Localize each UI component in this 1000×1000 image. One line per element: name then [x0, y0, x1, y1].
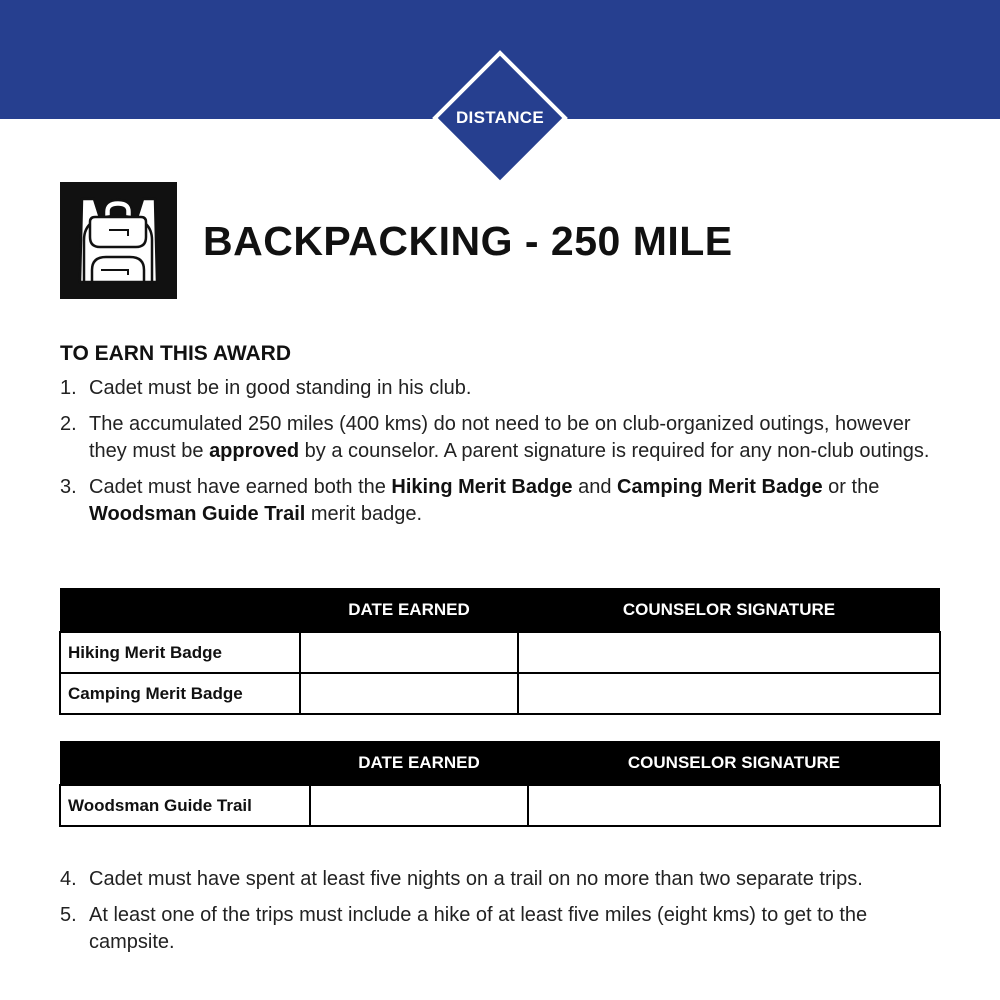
- text-run: or the: [822, 475, 880, 498]
- date-earned-field[interactable]: [300, 632, 518, 673]
- requirement-item: [60, 375, 950, 403]
- text-run: by a counselor. A parent signature is required for any non-club outings.: [299, 440, 930, 462]
- header-cell-blank: [60, 588, 300, 632]
- requirement-item: [60, 902, 950, 957]
- text-run: At least one of the trips must include a hike of at least five miles (eight kms) to get to the campsite.: [89, 903, 868, 953]
- emphasized-text: approved: [209, 440, 300, 462]
- counselor-signature-field[interactable]: [528, 785, 940, 826]
- merit-badge-table: [59, 588, 941, 715]
- text-run: merit badge.: [305, 503, 423, 525]
- item-text: [89, 474, 950, 529]
- requirement-item: [60, 411, 950, 466]
- date-earned-field[interactable]: [300, 673, 518, 714]
- table-header-row: [60, 588, 940, 632]
- row-label: Woodsman Guide Trail: [60, 785, 310, 826]
- requirements-heading: TO EARN THIS AWARD: [60, 342, 292, 365]
- item-text: [89, 375, 950, 403]
- category-badge: [430, 48, 570, 188]
- counselor-signature-field[interactable]: [518, 632, 940, 673]
- requirement-item: [60, 866, 950, 894]
- header-cell-blank: [60, 741, 310, 785]
- woodsman-table: [59, 741, 941, 827]
- table-row: [60, 632, 940, 673]
- emphasized-text: Woodsman Guide Trail: [89, 503, 306, 525]
- row-label: Camping Merit Badge: [60, 673, 300, 714]
- date-earned-field[interactable]: [310, 785, 528, 826]
- text-run: Cadet must have spent at least five nights on a trail on no more than two separate trips.: [89, 868, 863, 890]
- backpack-icon: [60, 182, 177, 299]
- header-counselor-signature: COUNSELOR SIGNATURE: [518, 588, 940, 632]
- emphasized-text: Camping Merit Badge: [617, 475, 823, 498]
- award-title: BACKPACKING - 250 MILE: [203, 218, 733, 264]
- item-text: [89, 902, 950, 957]
- requirements-list: [60, 375, 950, 537]
- text-run: The accumulated 250 miles (400 kms) do not need to be on club-organized outings, however they must be: [89, 412, 911, 462]
- item-text: [89, 411, 950, 466]
- table-row: [60, 673, 940, 714]
- requirements-list-continued: [60, 866, 950, 965]
- text-run: Cadet must have earned both the: [89, 475, 392, 498]
- item-number: 1.: [60, 377, 77, 399]
- item-number: 3.: [60, 475, 77, 498]
- row-label: Hiking Merit Badge: [60, 632, 300, 673]
- item-number: 2.: [60, 412, 77, 435]
- header-counselor-signature: COUNSELOR SIGNATURE: [528, 741, 940, 785]
- emphasized-text: Hiking Merit Badge: [391, 475, 573, 498]
- header-date-earned: DATE EARNED: [310, 741, 528, 785]
- text-run: and: [572, 475, 618, 498]
- item-number: 5.: [60, 903, 77, 926]
- table-row: [60, 785, 940, 826]
- header-date-earned: DATE EARNED: [300, 588, 518, 632]
- category-label: DISTANCE: [455, 108, 545, 127]
- text-run: Cadet must be in good standing in his club.: [89, 377, 472, 399]
- item-number: 4.: [60, 868, 77, 890]
- table-header-row: [60, 741, 940, 785]
- counselor-signature-field[interactable]: [518, 673, 940, 714]
- item-text: [89, 866, 950, 894]
- requirement-item: [60, 474, 950, 529]
